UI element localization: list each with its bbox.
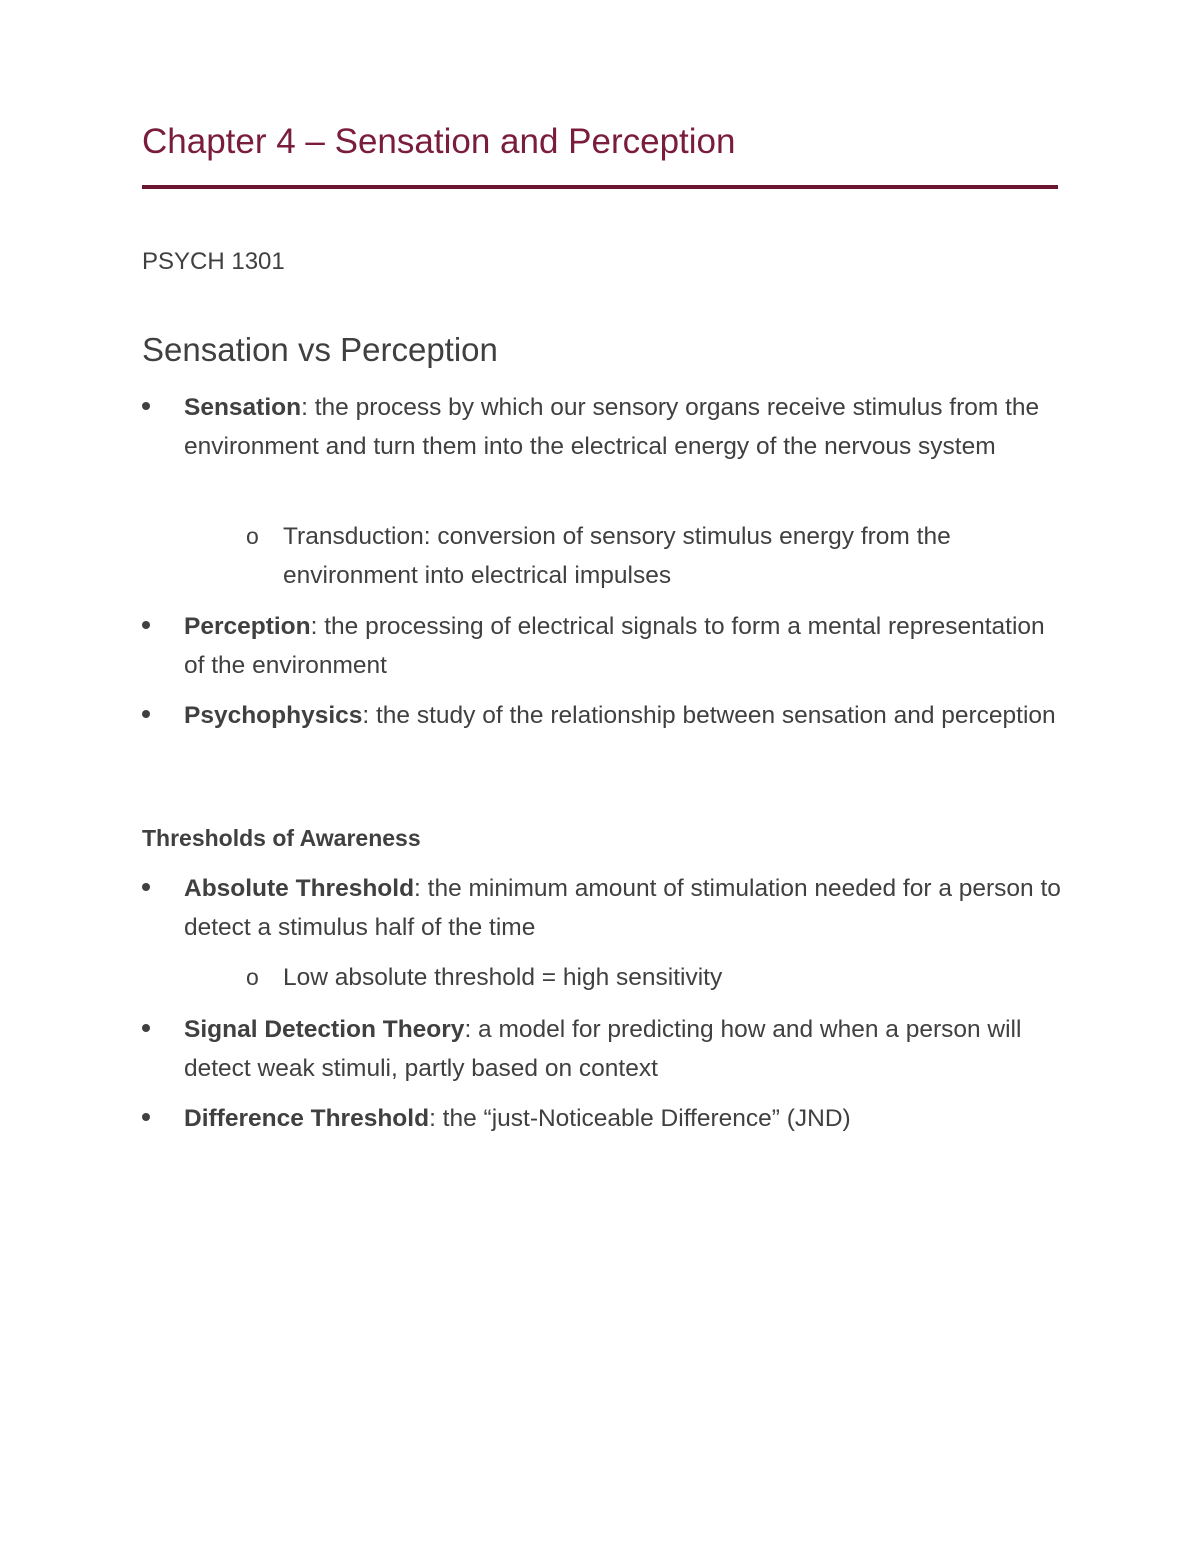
list-item-perception	[184, 607, 1064, 685]
section-heading-thresholds: Thresholds of Awareness	[142, 825, 421, 851]
term-perception: Perception	[184, 613, 311, 640]
bullet-icon	[142, 1024, 154, 1036]
bullet-icon	[142, 710, 154, 722]
list-item-psychophysics	[184, 696, 1064, 735]
bullet-icon	[142, 883, 154, 895]
definition-sensation: : the process by which our sensory organs receive stimulus from the environment and turn them into the electrical energy of the nervous system	[184, 394, 1040, 460]
sub-item-transduction: Transduction: conversion of sensory stimulus energy from the environment into electrical impulses	[283, 523, 951, 589]
document-title: Chapter 4 – Sensation and Perception	[142, 122, 736, 161]
term-difference-threshold: Difference Threshold	[184, 1105, 430, 1132]
bullet-icon	[142, 621, 154, 633]
sub-item-low-threshold: Low absolute threshold = high sensitivity	[283, 964, 723, 991]
definition-absolute-threshold: : the minimum amount of stimulation needed for a person to detect a stimulus half of the time	[184, 875, 1061, 941]
title-underline-rule	[142, 185, 1058, 189]
bullet-icon	[142, 1113, 154, 1125]
definition-signal-detection-theory: : a model for predicting how and when a person will detect weak stimuli, partly based on context	[184, 1016, 1022, 1082]
list-item-sensation	[184, 388, 1064, 466]
list-item-signal-detection	[184, 1010, 1064, 1088]
list-item-difference-threshold	[184, 1099, 1064, 1138]
term-absolute-threshold: Absolute Threshold	[184, 875, 415, 902]
list-item-absolute-threshold	[184, 869, 1064, 947]
term-signal-detection-theory: Signal Detection Theory	[184, 1016, 465, 1043]
section-heading-sensation-vs-perception: Sensation vs Perception	[142, 331, 498, 368]
definition-perception: : the processing of electrical signals to form a mental representation of the environment	[184, 613, 1045, 679]
definition-psychophysics: : the study of the relationship between sensation and perception	[362, 702, 1056, 729]
definition-difference-threshold: : the “just-Noticeable Difference” (JND)	[429, 1105, 851, 1132]
course-code: PSYCH 1301	[142, 248, 285, 275]
term-psychophysics: Psychophysics	[184, 702, 363, 729]
sub-bullet-icon: o	[246, 964, 259, 990]
sub-bullet-icon: o	[246, 523, 259, 549]
bullet-icon	[142, 402, 154, 414]
term-sensation: Sensation	[184, 394, 302, 421]
